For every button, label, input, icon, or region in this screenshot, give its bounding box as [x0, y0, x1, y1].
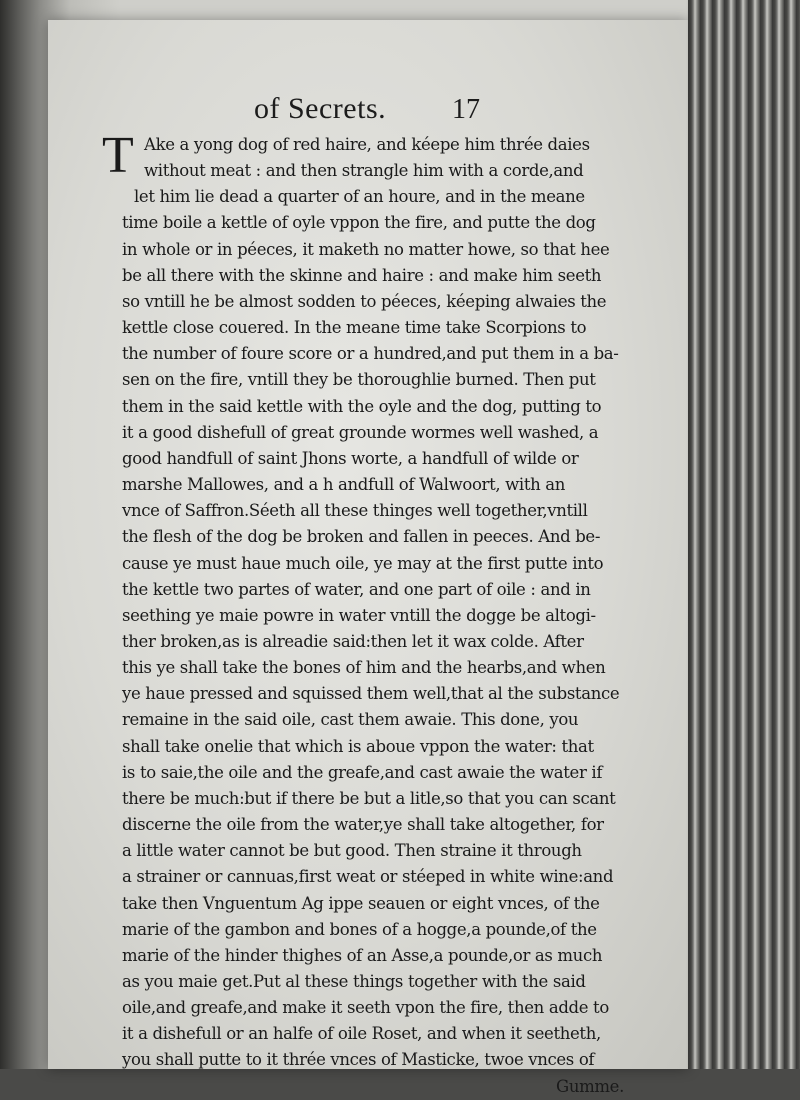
catchword: Gumme.	[555, 1076, 624, 1096]
text-line: kettle close couered. In the meane time take Scorpions to	[122, 318, 587, 338]
text-line: good handfull of saint Jhons worte, a handfull of wilde or	[122, 448, 579, 468]
text-line: there be much:but if there be but a litle,so that you can scant	[122, 788, 616, 808]
text-line: marie of the gambon and bones of a hogge,a pounde,of the	[122, 919, 597, 939]
text-line: them in the said kettle with the oyle and the dog, putting to	[122, 396, 602, 416]
text-line: a strainer or cannuas,first weat or stéeped in white wine:and	[122, 867, 614, 887]
page-number: 17	[452, 94, 480, 125]
text-line: remaine in the said oile, cast them awaie. This done, you	[122, 710, 579, 730]
book-page	[48, 20, 688, 1096]
text-line: be all there with the skinne and haire : and make him seeth	[122, 265, 602, 285]
text-line: oile,and greafe,and make it seeth vpon the fire, then adde to	[122, 998, 609, 1018]
text-line: marshe Mallowes, and a h andfull of Walwoort, with an	[122, 475, 566, 495]
text-line: in whole or in péeces, it maketh no matter howe, so that hee	[122, 239, 610, 259]
drop-cap-initial: T	[102, 127, 134, 184]
text-line: ye haue pressed and squissed them well,that al the substance	[122, 684, 620, 704]
text-line: so vntill he be almost sodden to péeces, kéeping alwaies the	[122, 291, 607, 311]
text-line: let him lie dead a quarter of an houre, and in the meane	[134, 187, 585, 207]
text-line: take then Vnguentum Ag ippe seauen or eight vnces, of the	[122, 893, 600, 913]
text-line: vnce of Saffron.Séeth all these thinges well together,vntill	[122, 501, 588, 521]
text-line: cause ye must haue much oile, ye may at the first putte into	[122, 553, 604, 573]
text-line: you shall putte to it thrée vnces of Masticke, twoe vnces of	[122, 1050, 595, 1070]
body-text	[102, 127, 634, 1100]
text-line: shall take onelie that which is aboue vppon the water: that	[122, 736, 594, 756]
text-line: it a good dishefull of great grounde wormes well washed, a	[122, 422, 599, 442]
text-line: is to saie,the oile and the greafe,and cast awaie the water if	[122, 762, 603, 782]
text-line: seething ye maie powre in water vntill the dogge be altogi-	[122, 605, 596, 625]
text-line: time boile a kettle of oyle vppon the fire, and putte the dog	[122, 213, 596, 233]
text-line: ther broken,as is alreadie said:then let it wax colde. After	[122, 631, 584, 651]
text-line: discerne the oile from the water,ye shall take altogether, for	[122, 815, 604, 835]
text-line: as you maie get.Put al these things together with the said	[122, 972, 586, 991]
text-line: sen on the fire, vntill they be thoroughlie burned. Then put	[122, 370, 596, 390]
text-line: a little water cannot be but good. Then straine it through	[122, 841, 582, 861]
text-line: the kettle two partes of water, and one part of oile : and in	[122, 579, 591, 599]
text-line: this ye shall take the bones of him and the hearbs,and when	[122, 658, 606, 678]
running-title: of Secrets.	[254, 92, 387, 125]
running-head	[48, 92, 688, 132]
text-line: marie of the hinder thighes of an Asse,a pounde,or as much	[122, 945, 603, 965]
text-line: the flesh of the dog be broken and fallen in peeces. And be-	[122, 527, 601, 547]
text-line: Ake a yong dog of red haire, and kéepe him thrée daies	[144, 135, 590, 154]
text-line: it a dishefull or an halfe of oile Roset, and when it seetheth,	[122, 1024, 601, 1044]
stacked-page-edges	[688, 0, 800, 1069]
text-line: the number of foure score or a hundred,and put them in a ba-	[122, 344, 619, 364]
text-line: without meat : and then strangle him with a corde,and	[144, 161, 584, 181]
